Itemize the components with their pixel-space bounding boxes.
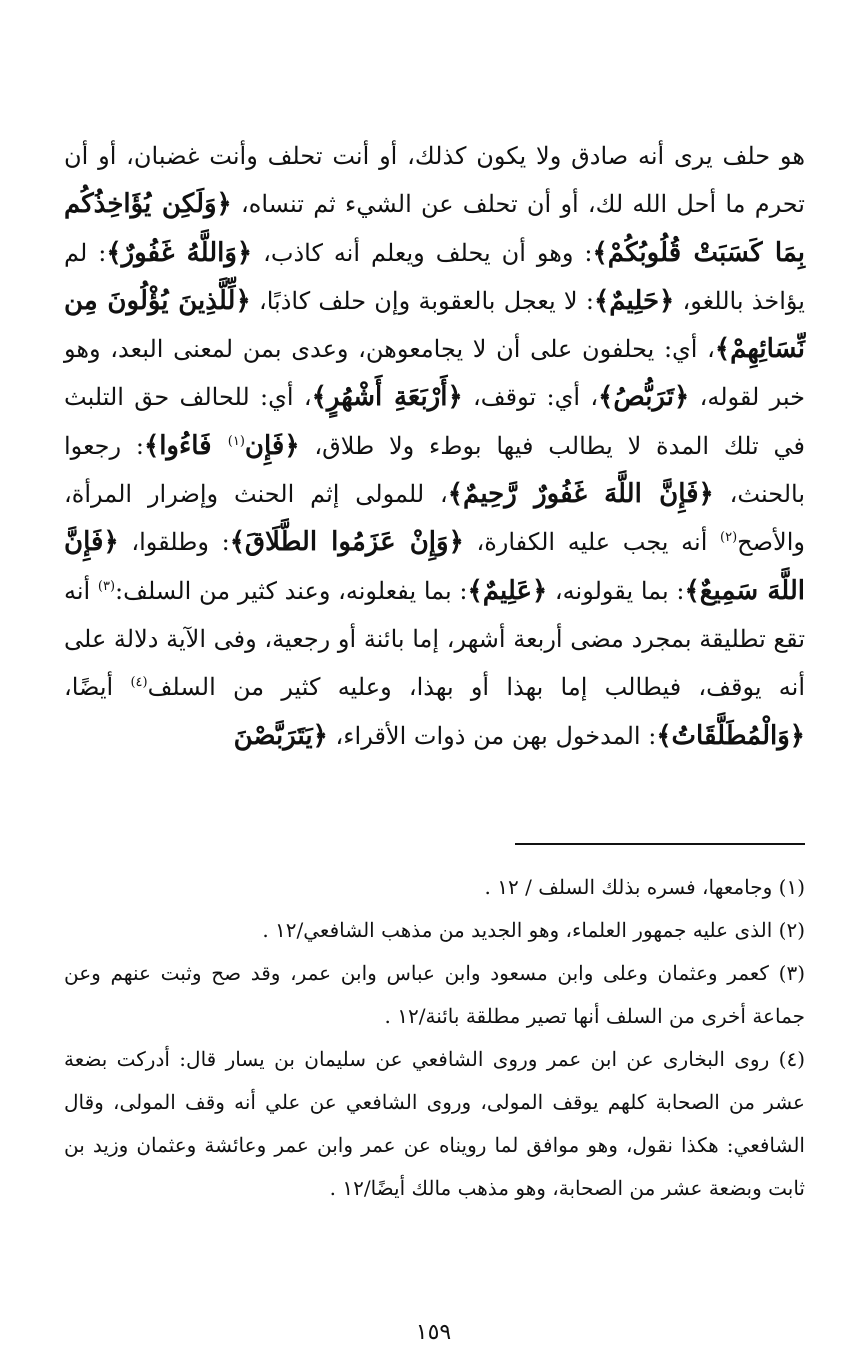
- footnotes-list: [64, 866, 805, 1210]
- footnote-number: (٤): [778, 1047, 805, 1071]
- text-segment: أيضًا،: [64, 673, 131, 702]
- text-segment: ، أي: للحالف حق التلبث في تلك المدة لا يطالب فيها بوطء ولا طلاق،: [64, 383, 805, 460]
- quran-verse: ﴿يَتَرَبَّصْنَ: [233, 720, 328, 751]
- quran-verse: ﴿لِّلَّذِينَ يُؤْلُونَ مِن نِّسَائِهِمْ﴾: [64, 285, 805, 365]
- quran-verse: ﴿حَلِيمٌ﴾: [593, 285, 675, 316]
- footnote-number: (٢): [778, 918, 805, 942]
- footnote-divider: [515, 843, 805, 845]
- footnote-item: [64, 1038, 805, 1210]
- footnote-text: الذى عليه جمهور العلماء، وهو الجديد من مذهب الشافعي/١٢ .: [262, 918, 779, 942]
- quran-verse: ﴿عَلِيمٌ﴾: [467, 575, 548, 606]
- quran-verse: ﴿فَإِنَّ اللَّهَ غَفُورٌ رَّحِيمٌ﴾: [447, 479, 714, 510]
- text-segment: أنه تقع تطليقة بمجرد مضى أربعة أشهر، إما بائنة أو رجعية، وفى الآية دلالة على أنه يوقف، فيطالب إما بهذا أو بهذا، وعليه كثير من السلف: [64, 576, 805, 702]
- text-segment: : بما يقولونه،: [547, 576, 685, 605]
- quran-verse: ﴿وَإِنْ عَزَمُوا الطَّلَاقَ﴾: [229, 527, 464, 558]
- text-segment: : لم يؤاخذ باللغو،: [64, 238, 805, 315]
- quran-verse: ﴿وَاللَّهُ غَفُورٌ﴾: [106, 237, 253, 268]
- tafsir-text: [64, 132, 805, 760]
- footnote-number: (٣): [778, 961, 805, 985]
- footnote-item: [64, 866, 805, 909]
- text-segment: ، أي: يحلفون على أن لا يجامعوهن، وعدى بمن لمعنى البعد، وهو خبر لقوله،: [64, 335, 805, 412]
- footnote-marker[interactable]: (١): [227, 433, 245, 449]
- page-number: ١٥٩: [415, 1320, 452, 1345]
- text-segment: : وهو أن يحلف ويعلم أنه كاذب،: [252, 238, 593, 267]
- quran-verse: ﴿وَلَكِن يُؤَاخِذُكُم بِمَا كَسَبَتْ قُلُوبُكُمْ﴾: [64, 189, 806, 268]
- quran-verse: ﴿أَرْبَعَةِ أَشْهُرٍ﴾: [311, 382, 463, 413]
- text-segment: : وطلقوا،: [118, 528, 230, 557]
- quran-verse: ﴿تَرَبُّصُ﴾: [598, 382, 690, 413]
- footnote-item: [64, 952, 805, 1038]
- footnote-text: كعمر وعثمان وعلى وابن مسعود وابن عباس وابن عمر، وقد صح وثبت عنهم وعن جماعة أخرى من السلف أنها تصير مطلقة بائنة/١٢ .: [64, 961, 805, 1028]
- text-segment: : رجعوا بالحنث،: [64, 431, 806, 509]
- footnote-item: [64, 909, 805, 952]
- quran-verse: فَاءُوا﴾: [143, 430, 228, 461]
- footnote-text: وجامعها، فسره بذلك السلف / ١٢ .: [484, 875, 779, 899]
- text-segment: أنه يجب عليه الكفارة،: [463, 528, 721, 557]
- footnote-text: روى البخارى عن ابن عمر وروى الشافعي عن سليمان بن يسار قال: أدركت بضعة عشر من الصحابة كلهم يوقف المولى، وروى الشافعي عن علي أنه وقف المولى، وقال الشافعي: هكذا نقول، وهو موافق لما رويناه عن عمر وابن عمر وعائشة وعثمان وزيد بن ثابت وبضعة عشر من الصحابة، وهو مذهب مالك أيضًا/١٢ .: [64, 1047, 805, 1200]
- text-segment: : المدخول بهن من ذوات الأقراء،: [327, 721, 657, 750]
- text-segment: : لا يعجل بالعقوبة وإن حلف كاذبًا،: [250, 286, 594, 315]
- footnote-marker[interactable]: (٣): [97, 578, 116, 594]
- footnote-marker[interactable]: (٤): [130, 675, 148, 691]
- quran-verse: ﴿فَإِن: [244, 430, 300, 461]
- quran-verse: ﴿وَالْمُطَلَّقَاتُ﴾: [656, 720, 805, 751]
- text-segment: هو حلف يرى أنه صادق ولا يكون كذلك، أو أنت تحلف وأنت غضبان، أو أن تحرم ما أحل الله لك، أو أن تحلف عن الشيء ثم تنساه،: [64, 142, 805, 219]
- footnote-number: (١): [778, 875, 805, 899]
- text-segment: ، للمولى إثم الحنث وإضرار المرأة، والأصح: [64, 480, 805, 557]
- text-segment: ، أي: توقف،: [462, 383, 599, 412]
- text-segment: : بما يفعلونه، وعند كثير من السلف:: [115, 576, 468, 605]
- quran-verse: ﴿فَإِنَّ اللَّهَ سَمِيعٌ﴾: [64, 527, 806, 606]
- footnote-marker[interactable]: (٢): [720, 530, 738, 546]
